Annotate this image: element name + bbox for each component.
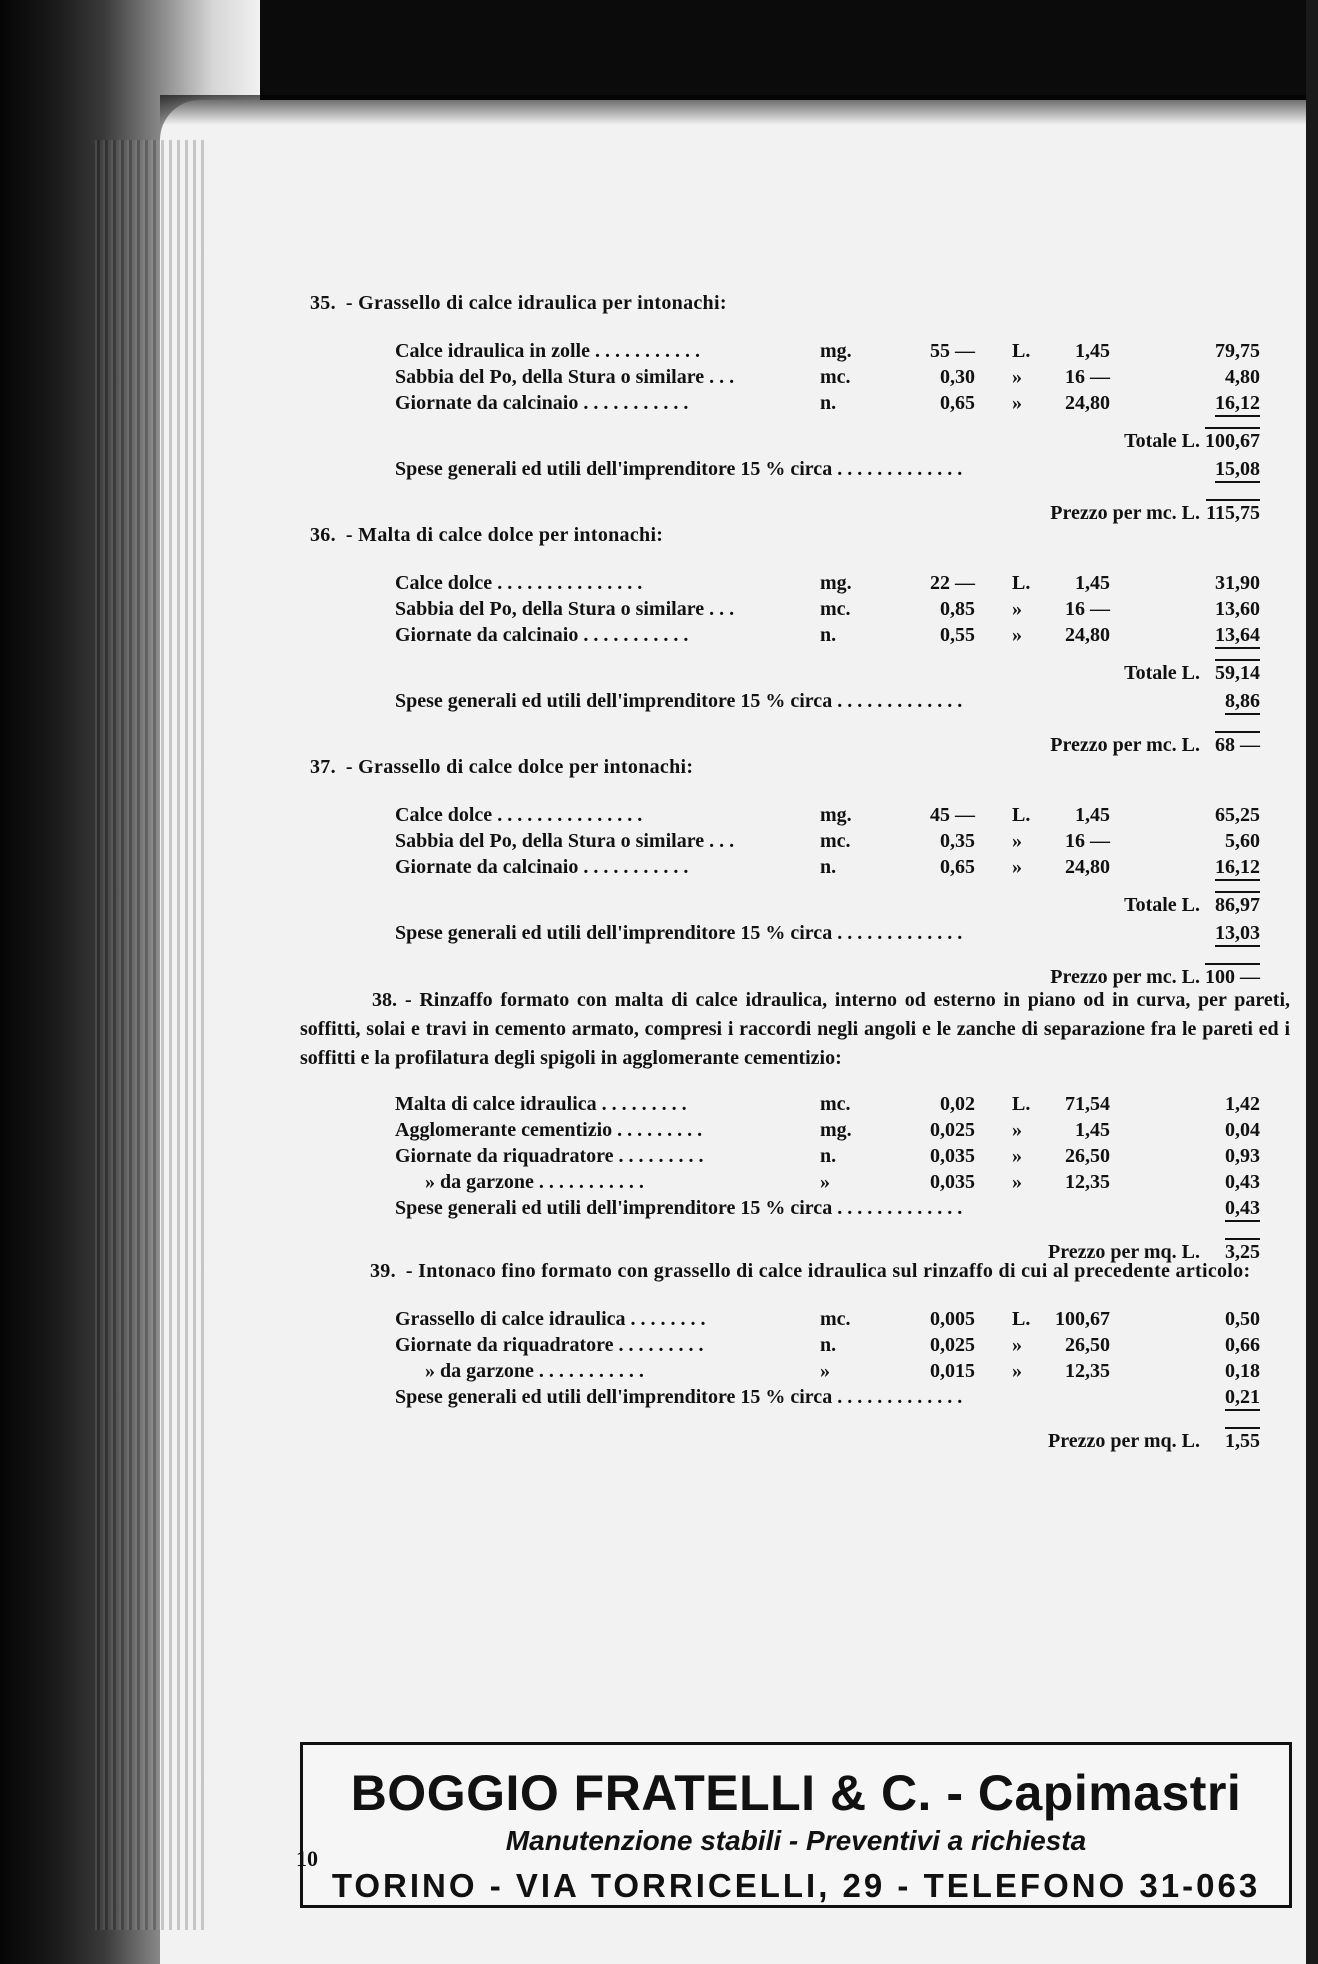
row-quantity: 0,55 (940, 624, 975, 646)
leader-dots: ............. (837, 1386, 968, 1408)
leader-dots: ........ (630, 1308, 711, 1330)
cost-row (300, 1332, 1290, 1358)
leader-dots: ......... (601, 1093, 692, 1115)
row-unit-price: 24,80 (1065, 624, 1110, 646)
row-unit-price: 12,35 (1065, 1360, 1110, 1382)
advert-tagline: Manutenzione stabili - Preventivi a richiesta (505, 1825, 1087, 1856)
overhead-text: Spese generali ed utili dell'imprenditore 15 % circa (395, 922, 833, 944)
leader-dots: ... (709, 598, 740, 620)
row-label (395, 1143, 815, 1169)
overhead-label (395, 1195, 1155, 1221)
overhead-row (300, 456, 1290, 484)
unit-price-label: Prezzo per mq. L. (1047, 1241, 1200, 1263)
row-label-text: Giornate da calcinaio (395, 624, 579, 646)
page-number: 10 (296, 1846, 318, 1871)
row-unit: mc. (820, 1308, 851, 1330)
overhead-amount: 8,86 (1225, 690, 1260, 715)
row-currency: » (1012, 366, 1022, 388)
row-unit: mg. (820, 1119, 852, 1141)
row-label (395, 338, 815, 364)
overhead-row (300, 1384, 1290, 1412)
row-amount: 0,66 (1225, 1334, 1260, 1356)
row-label-text: Calce dolce (395, 572, 493, 594)
row-label-text: Calce dolce (395, 804, 493, 826)
row-unit-price: 26,50 (1065, 1334, 1110, 1356)
total-row (300, 428, 1290, 456)
unit-price-value (1160, 1428, 1260, 1454)
unit-price-amount: 3,25 (1225, 1238, 1260, 1263)
row-amount (1160, 622, 1260, 648)
cost-row (300, 802, 1290, 828)
row-amount-value: 16,12 (1215, 856, 1260, 881)
total-label: Totale L. (1124, 662, 1200, 684)
total-amount: 59,14 (1215, 659, 1260, 684)
overhead-amount: 13,03 (1215, 922, 1260, 947)
price-list-content (300, 290, 1290, 1458)
leader-dots: ... (709, 830, 740, 852)
overhead-text: Spese generali ed utili dell'imprenditore 15 % circa (395, 1386, 833, 1408)
row-quantity: 0,02 (940, 1093, 975, 1115)
cost-row (300, 570, 1290, 596)
overhead-amount: 15,08 (1215, 458, 1260, 483)
row-label (395, 854, 815, 880)
row-label (395, 1306, 815, 1332)
row-unit: » (820, 1171, 830, 1193)
overhead-value (1160, 1384, 1260, 1410)
row-unit-price: 1,45 (1075, 804, 1110, 826)
item-number: 35. (310, 292, 336, 314)
total-row (300, 660, 1290, 688)
row-currency: » (1012, 830, 1022, 852)
advertisement-box (300, 1742, 1292, 1908)
item-number: 36. (310, 524, 336, 546)
total-value (1160, 892, 1260, 918)
row-label (395, 1117, 815, 1143)
row-quantity: 0,025 (930, 1119, 975, 1141)
row-label-text: Giornate da riquadratore (395, 1334, 614, 1356)
cost-row (300, 1091, 1290, 1117)
row-currency: L. (1012, 1308, 1031, 1330)
row-currency: L. (1012, 1093, 1031, 1115)
row-label-text: Grassello di calce idraulica (395, 1308, 626, 1330)
row-currency: » (1012, 1360, 1022, 1382)
row-amount: 0,50 (1225, 1308, 1260, 1330)
row-label (395, 364, 815, 390)
cost-row (300, 1169, 1290, 1195)
row-quantity: 0,005 (930, 1308, 975, 1330)
total-amount: 100,67 (1205, 427, 1260, 452)
row-currency: » (1012, 624, 1022, 646)
leader-dots: ............. (837, 1197, 968, 1219)
overhead-label (395, 1384, 1155, 1410)
row-amount: 5,60 (1225, 830, 1260, 852)
row-unit-price: 71,54 (1065, 1093, 1110, 1115)
row-unit-price: 16 — (1065, 598, 1110, 620)
item-37 (300, 754, 1290, 986)
total-value (1160, 660, 1260, 686)
item-39 (300, 1258, 1290, 1458)
overhead-row (300, 1195, 1290, 1223)
row-unit-price: 16 — (1065, 830, 1110, 852)
row-label (395, 1091, 815, 1117)
total-row (300, 892, 1290, 920)
row-unit: » (820, 1360, 830, 1382)
row-label-text: Malta di calce idraulica (395, 1093, 597, 1115)
row-amount: 4,80 (1225, 366, 1260, 388)
row-unit: n. (820, 1334, 837, 1356)
item-number: 37. (310, 756, 336, 778)
row-amount: 0,04 (1225, 1119, 1260, 1141)
row-label-text: » da garzone (425, 1360, 534, 1382)
row-quantity: 0,65 (940, 392, 975, 414)
cost-row (300, 338, 1290, 364)
overhead-text: Spese generali ed utili dell'imprenditore 15 % circa (395, 1197, 833, 1219)
unit-price-label: Prezzo per mq. L. (1047, 1430, 1200, 1452)
row-label-text: Giornate da calcinaio (395, 856, 579, 878)
row-label-text: Sabbia del Po, della Stura o similare (395, 366, 705, 388)
row-label-text: Sabbia del Po, della Stura o similare (395, 830, 705, 852)
row-unit: mc. (820, 1093, 851, 1115)
row-unit: n. (820, 624, 837, 646)
item-description: - Malta di calce dolce per intonachi: (345, 524, 664, 546)
unit-price-amount: 68 — (1215, 731, 1260, 756)
row-unit-price: 1,45 (1075, 1119, 1110, 1141)
row-label-text: Calce idraulica in zolle (395, 340, 590, 362)
leader-dots: ............. (837, 922, 968, 944)
item-title (310, 522, 1290, 548)
cost-row (300, 1306, 1290, 1332)
row-label (395, 622, 815, 648)
row-label (395, 828, 815, 854)
unit-price-label: Prezzo per mc. L. (1050, 734, 1200, 756)
row-amount-value: 13,64 (1215, 624, 1260, 649)
row-label-text: Sabbia del Po, della Stura o similare (395, 598, 705, 620)
unit-price-amount: 1,55 (1225, 1427, 1260, 1452)
item-description: - Rinzaffo formato con malta di calce idraulica, interno od esterno in piano od in curva, per pareti, soffitti, solai e travi in cemento armato, compresi i raccordi negli angoli e le zanche di separazione fra le pareti ed i soffitti e la profilatura degli spigoli in agglomerante cementizio: (300, 989, 1290, 1069)
item-title (310, 754, 1290, 780)
overhead-text: Spese generali ed utili dell'imprenditore 15 % circa (395, 458, 833, 480)
overhead-amount: 0,21 (1225, 1386, 1260, 1411)
overhead-text: Spese generali ed utili dell'imprenditore 15 % circa (395, 690, 833, 712)
row-label (395, 390, 815, 416)
row-label (395, 1332, 815, 1358)
leader-dots: ............. (837, 690, 968, 712)
row-quantity: 0,65 (940, 856, 975, 878)
item-description: - Intonaco fino formato con grassello di calce idraulica sul rinzaffo di cui al precedente articolo: (405, 1260, 1251, 1282)
row-unit: mc. (820, 366, 851, 388)
row-currency: L. (1012, 804, 1031, 826)
unit-price-label: Prezzo per mc. L. (1050, 966, 1200, 988)
row-label (395, 1358, 815, 1384)
item-number: 38. (372, 989, 397, 1011)
overhead-amount: 0,43 (1225, 1197, 1260, 1222)
row-label-text: Giornate da riquadratore (395, 1145, 614, 1167)
row-quantity: 0,035 (930, 1145, 975, 1167)
row-unit: n. (820, 856, 837, 878)
overhead-row (300, 920, 1290, 948)
overhead-value (1160, 456, 1260, 482)
row-currency: » (1012, 1334, 1022, 1356)
row-currency: » (1012, 1119, 1022, 1141)
cost-row (300, 1117, 1290, 1143)
row-quantity: 45 — (930, 804, 975, 826)
item-number: 39. (370, 1260, 396, 1282)
overhead-label (395, 456, 1155, 482)
row-amount: 1,42 (1225, 1093, 1260, 1115)
row-currency: L. (1012, 340, 1031, 362)
leader-dots: ........... (538, 1360, 649, 1382)
advert-company-name: BOGGIO FRATELLI & C. - Capimastri (350, 1765, 1242, 1821)
cost-row (300, 364, 1290, 390)
leader-dots: ............. (837, 458, 968, 480)
row-label (395, 802, 815, 828)
row-amount-value: 16,12 (1215, 392, 1260, 417)
row-quantity: 0,30 (940, 366, 975, 388)
cost-row (300, 596, 1290, 622)
leader-dots: ........... (594, 340, 705, 362)
row-quantity: 0,035 (930, 1171, 975, 1193)
unit-price-label: Prezzo per mc. L. (1050, 502, 1200, 524)
row-quantity: 0,35 (940, 830, 975, 852)
leader-dots: ........... (583, 624, 694, 646)
cost-row (300, 828, 1290, 854)
row-label (395, 570, 815, 596)
row-unit-price: 24,80 (1065, 392, 1110, 414)
row-unit: mg. (820, 340, 852, 362)
row-amount: 13,60 (1215, 598, 1260, 620)
leader-dots: ......... (618, 1145, 709, 1167)
total-amount: 86,97 (1215, 891, 1260, 916)
row-unit: mg. (820, 572, 852, 594)
scan-right-edge (1306, 0, 1318, 1964)
row-amount: 79,75 (1215, 340, 1260, 362)
row-label-text: Giornate da calcinaio (395, 392, 579, 414)
row-unit-price: 16 — (1065, 366, 1110, 388)
row-unit: n. (820, 1145, 837, 1167)
row-unit-price: 1,45 (1075, 340, 1110, 362)
unit-price-amount: 100 — (1205, 963, 1260, 988)
row-currency: L. (1012, 572, 1031, 594)
row-unit: n. (820, 392, 837, 414)
row-currency: » (1012, 598, 1022, 620)
row-amount: 65,25 (1215, 804, 1260, 826)
cost-row (300, 390, 1290, 416)
leader-dots: ............... (497, 572, 648, 594)
item-title (300, 986, 1290, 1073)
item-description: - Grassello di calce idraulica per intonachi: (345, 292, 727, 314)
advert-address: TORINO - VIA TORRICELLI, 29 - TELEFONO 31-063 (331, 1867, 1261, 1904)
overhead-value (1160, 920, 1260, 946)
cost-row (300, 854, 1290, 880)
row-unit-price: 24,80 (1065, 856, 1110, 878)
row-unit-price: 12,35 (1065, 1171, 1110, 1193)
cost-row (300, 622, 1290, 648)
item-36 (300, 522, 1290, 754)
leader-dots: ........... (538, 1171, 649, 1193)
total-label: Totale L. (1124, 894, 1200, 916)
item-description: - Grassello di calce dolce per intonachi: (345, 756, 694, 778)
overhead-value (1160, 1195, 1260, 1221)
leader-dots: ... (709, 366, 740, 388)
row-currency: » (1012, 856, 1022, 878)
row-quantity: 0,015 (930, 1360, 975, 1382)
leader-dots: ............... (497, 804, 648, 826)
cost-row (300, 1143, 1290, 1169)
overhead-label (395, 688, 1155, 714)
row-unit: mg. (820, 804, 852, 826)
row-unit: mc. (820, 598, 851, 620)
row-currency: » (1012, 1145, 1022, 1167)
row-unit-price: 100,67 (1055, 1308, 1110, 1330)
row-amount (1160, 390, 1260, 416)
unit-price-amount: 115,75 (1206, 499, 1260, 524)
row-unit-price: 26,50 (1065, 1145, 1110, 1167)
scan-binding-stripes (95, 140, 205, 1930)
row-amount: 31,90 (1215, 572, 1260, 594)
row-currency: » (1012, 1171, 1022, 1193)
row-quantity: 55 — (930, 340, 975, 362)
cost-row (300, 1358, 1290, 1384)
unit-price-row (300, 1428, 1290, 1458)
row-quantity: 0,85 (940, 598, 975, 620)
row-unit: mc. (820, 830, 851, 852)
leader-dots: ........... (583, 392, 694, 414)
row-quantity: 0,025 (930, 1334, 975, 1356)
row-amount: 0,93 (1225, 1145, 1260, 1167)
leader-dots: ......... (618, 1334, 709, 1356)
row-label-text: » da garzone (425, 1171, 534, 1193)
total-value (1160, 428, 1260, 454)
overhead-row (300, 688, 1290, 716)
row-quantity: 22 — (930, 572, 975, 594)
overhead-value (1160, 688, 1260, 714)
row-currency: » (1012, 392, 1022, 414)
item-38 (300, 986, 1290, 1263)
leader-dots: ......... (617, 1119, 708, 1141)
scan-top-shadow (160, 95, 1318, 125)
row-label (395, 596, 815, 622)
item-35 (300, 290, 1290, 522)
overhead-label (395, 920, 1155, 946)
row-label (395, 1169, 815, 1195)
leader-dots: ........... (583, 856, 694, 878)
item-title (370, 1258, 1290, 1284)
row-amount (1160, 854, 1260, 880)
row-unit-price: 1,45 (1075, 572, 1110, 594)
item-title (310, 290, 1290, 316)
total-label: Totale L. (1124, 430, 1200, 452)
row-amount: 0,18 (1225, 1360, 1260, 1382)
row-label-text: Agglomerante cementizio (395, 1119, 613, 1141)
row-amount: 0,43 (1225, 1171, 1260, 1193)
